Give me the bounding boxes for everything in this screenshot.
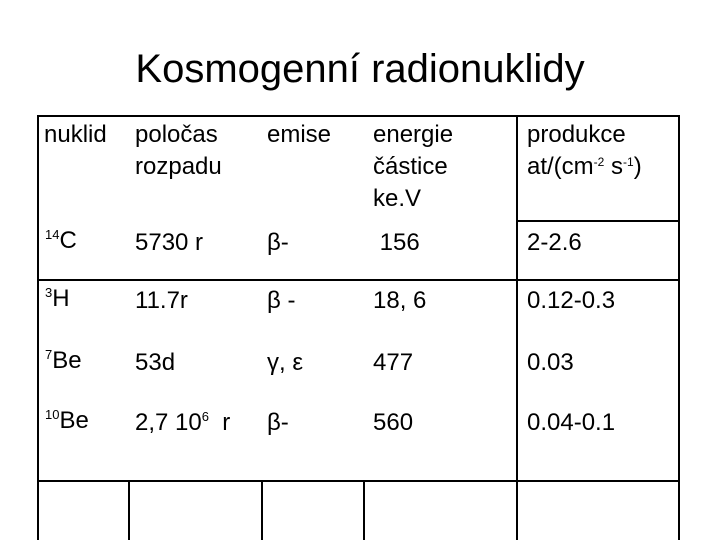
header-energy-line3: ke.V (373, 185, 422, 212)
row-divider (37, 279, 680, 281)
column-divider (363, 480, 365, 540)
radionuclide-table (37, 115, 680, 540)
nuclide-label: $^{14}$C (45, 227, 77, 254)
table-border-top (37, 115, 680, 117)
header-energy-line2: částice (373, 153, 448, 180)
header-emission: emise (267, 121, 332, 148)
emission-value: γ, ε (267, 349, 304, 376)
column-divider (516, 115, 518, 540)
halflife-value: 2,7 $10^6$ r (135, 409, 231, 436)
energy-value: 156 (373, 229, 420, 256)
emission-value: β- (267, 409, 289, 436)
halflife-value: 5730 r (135, 229, 204, 256)
table-border-left (37, 115, 39, 540)
header-energy (373, 119, 453, 215)
nuclide-label: $^7$Be (45, 347, 82, 374)
header-energy-line1: energie (373, 121, 454, 148)
header-halflife-line1: poločas (135, 121, 218, 148)
column-divider (128, 480, 130, 540)
halflife-value: 11.7r (135, 287, 188, 314)
emission-value: β- (267, 229, 289, 256)
production-value: 2-2.6 (527, 229, 582, 256)
production-value: 0.12-0.3 (527, 287, 616, 314)
table-border-right (678, 115, 680, 540)
header-halflife-line2: rozpadu (135, 153, 222, 180)
row-divider (37, 480, 680, 482)
production-value: 0.04-0.1 (527, 409, 616, 436)
header-production-line1: produkce (527, 121, 626, 148)
production-value: 0.03 (527, 349, 574, 376)
energy-value: 18, 6 (373, 287, 427, 314)
emission-value: β - (267, 287, 296, 314)
row-divider (516, 220, 680, 222)
header-production (527, 119, 642, 183)
energy-value: 477 (373, 349, 414, 376)
header-production-line2: $at/(cm^{-2}$ $s^{-1}$) (527, 153, 642, 180)
energy-value: 560 (373, 409, 414, 436)
nuclide-label: $^{10}$Be (45, 407, 89, 434)
header-nuklid: nuklid (44, 121, 107, 148)
halflife-value: 53d (135, 349, 176, 376)
column-divider (261, 480, 263, 540)
nuclide-label: $^3$H (45, 285, 70, 312)
header-halflife (135, 119, 222, 183)
slide-title: Kosmogenní radionuklidy (135, 47, 585, 91)
